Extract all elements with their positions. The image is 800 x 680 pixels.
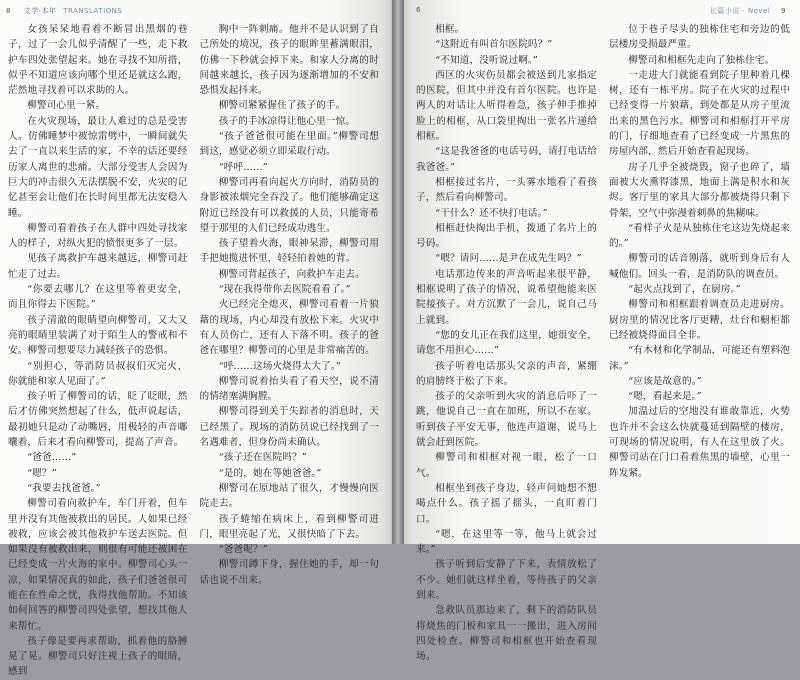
right-page-number: 9: [781, 7, 786, 15]
right-columns: [416, 22, 790, 663]
right-running-head: [416, 6, 786, 18]
paragraph: 柳警司蹲下身，握住她的手，却一句话也说不出来。: [199, 559, 379, 586]
paragraph: 孩子听了柳警司的话，眨了眨眼，然后才仿佛突然想起了什么，低声说起话，最初她只是动了动嘴唇，用极轻的声音嘟囔着，后来才看向柳警司，提高了声音。: [8, 391, 188, 449]
paragraph: 柳警司再看向起火方向时，消防员的身影被浓烟完全吞没了。他们能够确定这附近已经没有可以救援的人员，只能寄希望于那里的人们已经成功逃生。: [199, 176, 379, 234]
text-column: [199, 22, 380, 586]
paragraph: 柳警司的话音刚落，就听到身后有人喊他们。回头一看，是消防队的调查员。: [609, 253, 790, 280]
paragraph: 柳警司看着孩子在人群中四处寻找家人的样子，对纵火犯的愤恨更多了一层。: [8, 222, 188, 250]
paragraph: 房子几乎全被烧毁，窗子也碎了，墙面被大火熏得漆黑，地面上满是积水和灰烬。客厅里的家具大部分都被烧得只剩下骨架，空气中弥漫着刺鼻的焦糊味。: [609, 161, 790, 219]
paragraph: 柳警司看向救护车，车门开着，但车里并没有其他被救出的居民。人如果已经被救，应该会被其他救护车送去医院。但如果没有被救出来，则很有可能还被困在已经变成一片火海的家中。柳警司心头一凉，如果情况真的如此，孩子们爸爸很可能在在性命之忧，我得找他帮助。不知该如何回答的柳警司四处张望，想找其他人来帮忙。: [8, 498, 188, 632]
paragraph: “你要去哪儿？在这里等着更安全，而且你得去下医院。”: [8, 284, 188, 311]
paragraph: “现在我得带你去医院看看了。”: [218, 284, 351, 296]
paragraph: 在火灾现场，最让人难过的总是受害人。仿佛睡梦中被惊雷劈中，一瞬间就失去了一直以来生活的家，不幸的话还要经历家人离世的悲痛。大部分受害人会因为巨大的冲击很久无法摆脱不安，火灾的记忆甚至会让他们在长时间里都无法安稳入睡。: [8, 115, 188, 219]
section-title: TRANSLATIONS: [63, 7, 123, 15]
paragraph: 加温过后的空地没有谁敢靠近，火势也许并不会这么快就蔓延到隔壁的楼房，可现场的情况说明，有人在这里放了火。柳警司站在门口看着焦黑的墙壁，心里一阵发紧。: [609, 406, 790, 479]
paragraph: 相框。: [435, 24, 465, 35]
paragraph: 孩子清澈的眼睛望向柳警司，又大又亮的眼睛里装满了对于陌生人的警戒和不安。柳警司想要尽力减轻孩子的恐惧。: [8, 314, 188, 357]
paragraph: “呼呼……”: [218, 161, 268, 173]
paragraph: “是的，她在等她爸爸。”: [218, 467, 322, 479]
paragraph: 相框坐到孩子身边，轻声问她想不想喝点什么。孩子摇了摇头，一直盯着门口。: [416, 482, 597, 525]
paragraph: “不知道，没听说过啊。”: [435, 54, 538, 66]
paragraph: 柳警司背起孩子，向救护车走去。: [218, 268, 365, 280]
paragraph: “嗯？”: [27, 467, 57, 479]
right-running-head-right: [710, 6, 786, 16]
paragraph: 孩子望着火海，眼神呆滞，柳警司用手把她揽进怀里，轻轻拍着她的背。: [199, 238, 379, 265]
paragraph: 位于巷子尽头的独栋住宅和旁边的低层楼房受损最严重。: [609, 24, 790, 51]
paragraph: “起火点找到了，在厨房。”: [628, 284, 741, 296]
paragraph: “别担心，等消防员叔叔们灭完火，你就能和家人见面了。”: [8, 360, 188, 387]
book-gutter: [392, 0, 404, 544]
left-page: [0, 0, 392, 678]
paragraph: “爸爸呢？”: [218, 544, 268, 556]
paragraph: “爸爸……”: [27, 452, 77, 464]
left-columns: [8, 22, 379, 678]
paragraph: “您的女儿正在我们这里，她很安全，请您不用担心……”: [416, 329, 597, 357]
paragraph: 柳警司心里一紧。: [27, 100, 106, 112]
paragraph: “我要去找爸爸。”: [27, 482, 101, 494]
paragraph: “看样子火是从独栋住宅这边先烧起来的。”: [609, 222, 790, 250]
paragraph: “有木材和化学制品，可能还有塑料泡沫。”: [609, 345, 790, 372]
right-page: [404, 0, 800, 663]
paragraph: “呼……这场火烧得太大了。”: [218, 360, 341, 372]
paragraph: 相框接过名片，一头雾水地看了看孩子，然后看向柳警司。: [416, 176, 597, 204]
magazine-mark: 文学·本年: [23, 7, 57, 15]
paragraph: 电话那边传来的声音听起来很平静，相框说明了孩子的情况，说希望他能来医院接孩子。对方沉默了一会儿，说自己马上就到。: [416, 268, 597, 326]
paragraph: 柳警司在原地站了很久，才慢慢向医院走去。: [199, 482, 379, 510]
paragraph: “干什么？还不快打电话。”: [435, 207, 548, 219]
paragraph: 柳警司得到关于失踪者的消息时，天已经黑了。现场的消防员说已经找到了一名遇难者，但身份尚未确认。: [199, 406, 379, 449]
paragraph: 柳警司紧紧握住了孩子的手。: [218, 100, 346, 112]
paragraph: 火已经完全熄灭，柳警司看着一片狼藉的现场，内心却没有放松下来。火灾中有人员伤亡，还有人下落不明。孩子的爸爸在哪里？柳警司的心里是非常痛苦的。: [199, 299, 379, 357]
paragraph: “应该是故意的。”: [628, 375, 702, 387]
paragraph: 孩子蜷缩在病床上，看到柳警司进门，眼里亮起了光，又很快暗了下去。: [199, 513, 379, 540]
paragraph: 柳警司和相框对视一眼，松了一口气。: [416, 452, 597, 479]
left-running-head: [6, 6, 122, 18]
category-label: 长篇小说 · Novel: [709, 7, 771, 15]
paragraph: 女孩呆呆地看着不断冒出黑烟的巷子，过了一会儿似乎清醒了一些，走下救护车四处张望起来。她在寻找不知所措，似乎不知道应该向哪个里还是就这么跑，茫然地寻找着可以求助的人。: [8, 24, 188, 97]
paragraph: “这附近有叫首尔医院吗？”: [435, 39, 553, 51]
paragraph: “喂？请问……是尹在成先生吗？”: [435, 253, 582, 265]
paragraph: 柳警司说着抬头看了看天空，说不清的情绪塞满胸膛。: [199, 375, 379, 403]
right-page-number-left: 6: [416, 6, 421, 14]
paragraph: 见孩子离救护车越来越远，柳警司赶忙走了过去。: [8, 253, 188, 280]
paragraph: 孩子的父亲听到火灾的消息后吓了一跳，他说自己一直在加班，所以不在家。听到孩子平安无事，他连声道谢，说马上就会赶到医院。: [416, 391, 597, 449]
paragraph: 柳警司和相框跟着调查员走进厨房。厨房里的情况比客厅更糟，灶台和橱柜都已经被烧得面目全非。: [609, 299, 790, 341]
paragraph: 胸中一阵刺痛。他并不是认识到了自己所处的境况，孩子的眼眸里蓄满眼泪，仿佛一下秒就会掉下来。和家人分离的时间越来越长，孩子因为逐渐增加的不安和恐惧发起抖来。: [199, 24, 379, 97]
paragraph: “嗯，在这里等一等，他马上就会过来。”: [416, 528, 597, 556]
paragraph: 孩子像是要再求帮助，抓着他的胳膊晃了晃。柳警司只好注视上孩子的眼睛，感到: [8, 635, 188, 678]
paragraph: 孩子听着电话那头父亲的声音，紧绷的肩膀终于松了下来。: [416, 360, 597, 387]
paragraph: “孩子还在医院吗？”: [218, 452, 307, 464]
text-column: [8, 22, 188, 678]
paragraph: 急救队员那边来了，剩下的消防队员将烧焦的门板和家具一一搬出，进入房间四处检查。柳警司和相框也开始查看现场。: [416, 605, 597, 663]
paragraph: “这是我爸爸的电话号码，请打电话给我爸爸。”: [416, 146, 597, 173]
text-column: [416, 22, 597, 663]
paragraph: “嗯，看起来是。”: [628, 391, 702, 403]
text-column: [609, 22, 790, 540]
paragraph: 相框赶快掏出手机，拨通了名片上的号码。: [416, 222, 597, 250]
paragraph: 孩子的手冰凉得让他心里一惊。: [218, 115, 356, 127]
paragraph: 孩子听到后安静了下来，表情放松了不少。她们就这样坐着，等待孩子的父亲到来。: [416, 559, 597, 601]
left-page-number: 8: [6, 7, 11, 15]
paragraph: 西区的火灾伤员都会被送到儿家指定的医院，但其中并没有首尔医院。也许是两人的对话让人听得着急，孩子伸手推掉脸上的相框，从口袋里掏出一张名片递给相框。: [416, 69, 597, 143]
paragraph: 一走进大门就能看到院子里种着几棵树，还有一栋平房。院子在火灾的过程中已经变得一片狼藉，到处都是从房子里流出来的黑色污水。柳警司和相框打开平房的门，仔细地查看了已经变成一片黑焦的房屋内部，然后开始查看起现场。: [609, 69, 790, 158]
paragraph: “孩子爸爸很可能在里面。”柳警司想到这，感觉必须立即采取行动。: [199, 131, 379, 158]
paragraph: 柳警司和相框先走向了独栋住宅。: [628, 54, 775, 66]
